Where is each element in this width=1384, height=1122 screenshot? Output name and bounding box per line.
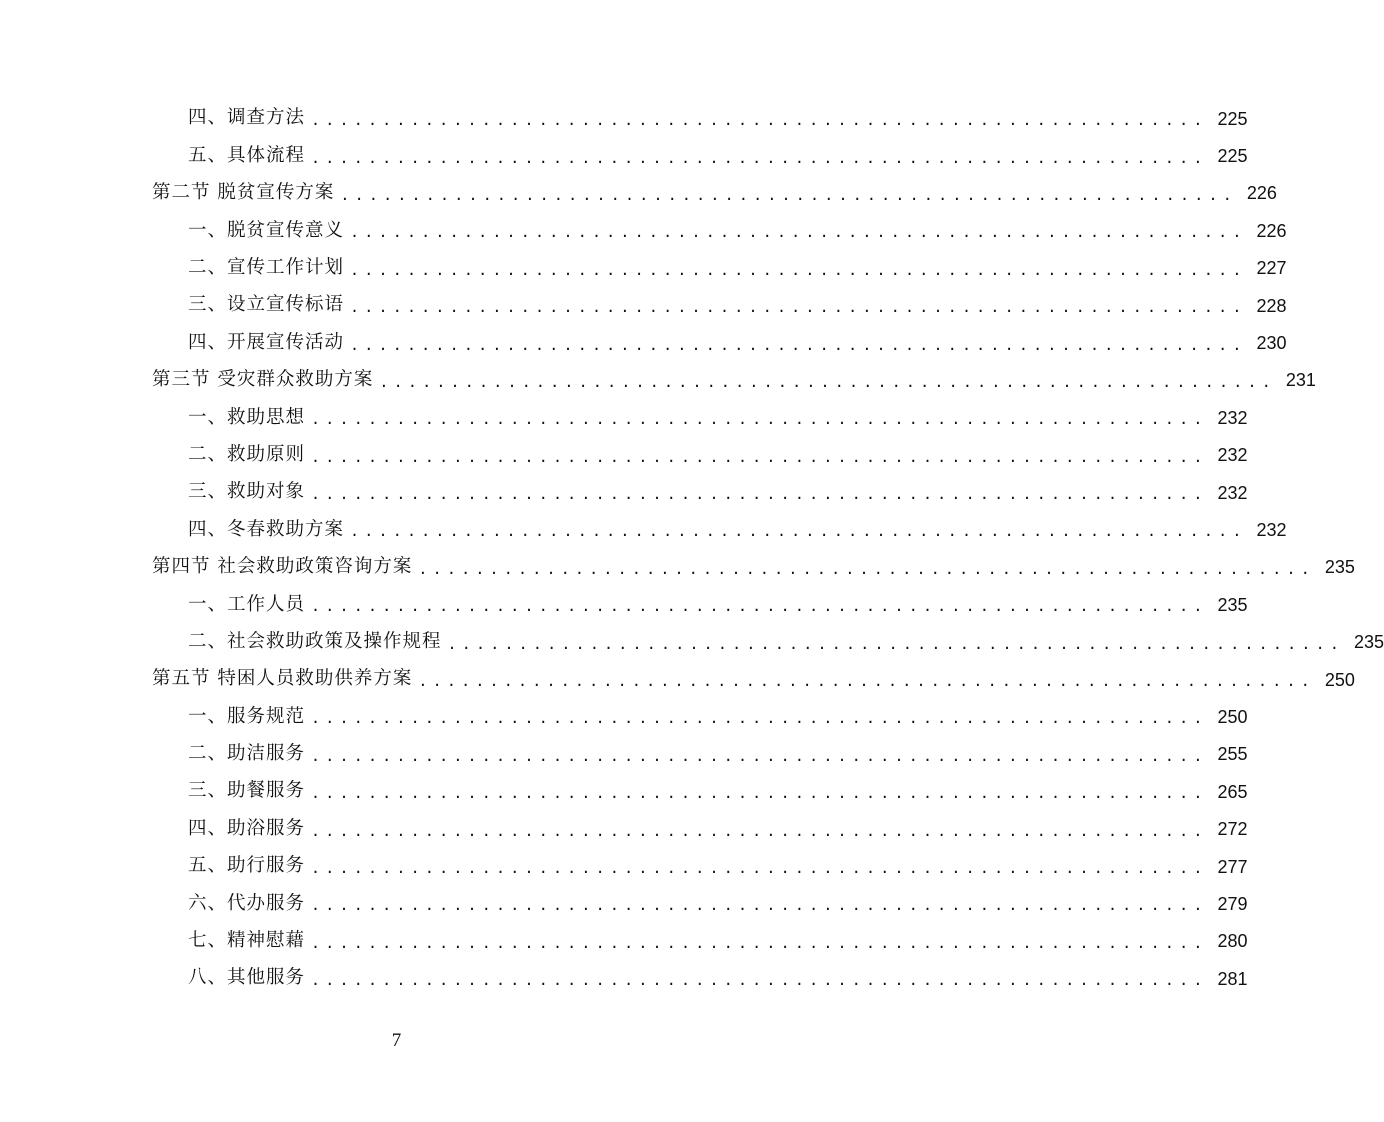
toc-leader-dots: ............................................................... [311,485,1208,504]
toc-leader-dots: ............................................................... [311,111,1208,130]
toc-entry-title: 三、助餐服务 [188,780,306,802]
toc-entry[interactable] [0,848,1248,885]
toc-leader-dots: ............................................................... [379,372,1276,391]
toc-entry-title: 二、社会救助政策及操作规程 [188,630,442,652]
toc-entry-page: 225 [1217,108,1248,129]
toc-leader-dots: ............................................................... [340,185,1237,204]
toc-entry-title: 四、冬春救助方案 [188,518,345,540]
toc-entry[interactable] [0,137,1248,174]
toc-entry[interactable] [0,100,1248,137]
toc-entry-title: 七、精神慰藉 [188,930,306,952]
toc-leader-dots: ............................................................... [350,260,1247,279]
toc-leader-dots: ............................................................... [350,335,1247,354]
toc-entry[interactable] [0,773,1248,810]
toc-entry-title: 第四节 社会救助政策咨询方案 [152,556,413,578]
toc-entry[interactable] [0,250,1287,287]
toc-entry-title: 二、助洁服务 [188,743,306,765]
toc-entry-title: 八、其他服务 [188,967,306,989]
toc-section-entry[interactable] [0,362,1316,399]
toc-leader-dots: ............................................................... [311,821,1208,840]
toc-entry[interactable] [0,736,1248,773]
toc-leader-dots: ............................................................... [311,148,1208,167]
toc-entry-title: 一、工作人员 [188,593,306,615]
toc-entry[interactable] [0,586,1248,623]
toc-entry-page: 235 [1324,557,1355,578]
page-number: 7 [391,1030,402,1051]
toc-entry-title: 第五节 特困人员救助供养方案 [152,668,413,690]
toc-entry-page: 232 [1217,445,1248,466]
toc-entry-page: 225 [1217,146,1248,167]
toc-entry-page: 281 [1217,968,1248,989]
toc-entry[interactable] [0,960,1248,997]
toc-entry-page: 227 [1256,258,1287,279]
toc-leader-dots: ............................................................... [311,410,1208,429]
toc-entry[interactable] [0,698,1248,735]
toc-leader-dots: ............................................................... [350,522,1247,541]
toc-entry-page: 279 [1217,893,1248,914]
toc-section-entry[interactable] [0,175,1277,212]
toc-leader-dots: ............................................................... [350,298,1247,317]
toc-leader-dots: ............................................................... [311,597,1208,616]
toc-entry[interactable] [0,810,1248,847]
toc-leader-dots: ............................................................... [418,672,1315,691]
toc-entry-title: 一、脱贫宣传意义 [188,219,345,241]
toc-entry-page: 230 [1256,333,1287,354]
toc-entry[interactable] [0,885,1248,922]
toc-entry-page: 226 [1246,183,1277,204]
toc-entry[interactable] [0,324,1287,361]
toc-entry-title: 四、开展宣传活动 [188,331,345,353]
toc-entry-page: 231 [1285,370,1316,391]
toc-entry[interactable] [0,212,1287,249]
toc-leader-dots: ............................................................... [311,896,1208,915]
toc-leader-dots: ............................................................... [311,447,1208,466]
toc-entry-title: 四、助浴服务 [188,817,306,839]
toc-leader-dots: ............................................................... [311,746,1208,765]
toc-leader-dots: ............................................................... [311,784,1208,803]
toc-section-entry[interactable] [0,661,1355,698]
toc-entry-page: 232 [1217,407,1248,428]
toc-entry-page: 235 [1217,594,1248,615]
toc-entry-page: 228 [1256,295,1287,316]
toc-leader-dots: ............................................................... [311,971,1208,990]
toc-leader-dots: ............................................................... [311,859,1208,877]
toc-leader-dots: ............................................................... [311,933,1208,952]
toc-leader-dots: ............................................................... [447,634,1345,653]
toc-entry-page: 265 [1217,781,1248,802]
toc-entry[interactable] [0,923,1248,960]
toc-entry-title: 第三节 受灾群众救助方案 [152,369,374,391]
toc-entry-title: 二、宣传工作计划 [188,257,345,278]
toc-entry-title: 四、调查方法 [188,107,306,129]
toc-entry-page: 272 [1217,819,1248,840]
toc-entry-page: 255 [1217,744,1248,765]
toc-entry-page: 235 [1354,632,1384,653]
toc-entry-title: 第二节 脱贫宣传方案 [152,182,335,204]
toc-leader-dots: ............................................................... [418,559,1315,578]
toc-entry-page: 226 [1256,220,1287,241]
toc-entry-page: 232 [1256,519,1287,540]
toc-entry-title: 一、救助思想 [188,406,306,428]
toc-entry-title: 六、代办服务 [188,892,306,914]
table-of-contents [0,100,1384,997]
toc-leader-dots: ............................................................... [350,223,1247,242]
toc-entry[interactable] [0,511,1287,548]
toc-entry[interactable] [0,399,1248,436]
toc-entry[interactable] [0,437,1248,474]
toc-entry-title: 一、服务规范 [188,705,306,727]
toc-entry-page: 250 [1217,706,1248,727]
toc-entry[interactable] [0,474,1248,511]
toc-entry-title: 三、设立宣传标语 [188,294,345,316]
toc-entry-title: 二、救助原则 [188,443,306,465]
toc-leader-dots: ............................................................... [311,709,1208,728]
toc-section-entry[interactable] [0,549,1355,586]
toc-entry-page: 250 [1324,669,1355,690]
toc-entry-page: 277 [1217,856,1248,877]
toc-entry[interactable] [0,287,1287,324]
toc-entry-page: 280 [1217,931,1248,952]
toc-entry-title: 三、救助对象 [188,481,306,503]
toc-entry[interactable] [0,623,1384,660]
toc-entry-page: 232 [1217,482,1248,503]
toc-entry-title: 五、助行服务 [188,855,306,877]
toc-entry-title: 五、具体流程 [188,144,306,166]
